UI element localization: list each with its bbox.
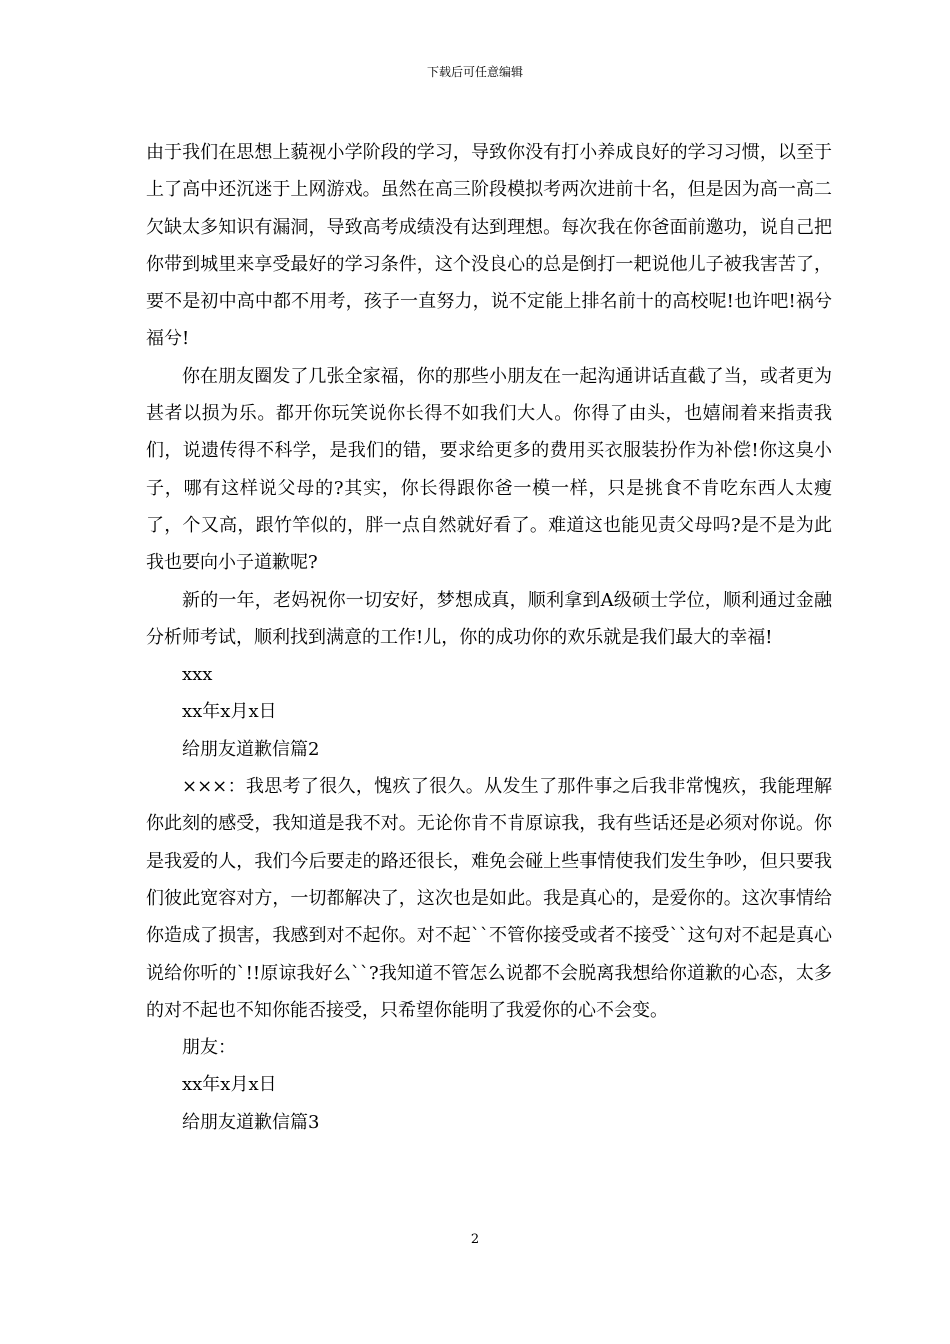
signature-name: xxx — [182, 664, 213, 686]
signature-date: xx年x月x日 — [182, 701, 277, 723]
paragraph-family-photo: 你在朋友圈发了几张全家福，你的那些小朋友在一起沟通讲话直截了当，或者更为甚者以损为乐。都开你玩笑说你长得不如我们大人。你得了由头，也嬉闹着来指责我们，说遗传得不科学，是我们的错，要求给更多的费用买衣服装扮作为补偿!你这臭小子，哪有这样说父母的?其实，你长得跟你爸一模一样，只是挑食不肯吃东西人太瘦了，个又高，跟竹竿似的，胖一点自然就好看了。难道这也能见责父母吗?是不是为此我也要向小子道歉呢? — [146, 365, 832, 574]
section-heading-letter-3: 给朋友道歉信篇3 — [182, 1111, 320, 1133]
signature-date-2: xx年x月x日 — [182, 1074, 277, 1096]
paragraph-study-habits: 由于我们在思想上藐视小学阶段的学习，导致你没有打小养成良好的学习习惯，以至于上了高中还沉迷于上网游戏。虽然在高三阶段模拟考两次进前十名，但是因为高一高二欠缺太多知识有漏洞，导致高考成绩没有达到理想。每次我在你爸面前邀功，说自己把你带到城里来享受最好的学习条件，这个没良心的总是倒打一耙说他儿子被我害苦了，要不是初中高中都不用考，孩子一直努力，说不定能上排名前十的高校呢!也许吧!祸兮福兮! — [146, 142, 832, 350]
section-heading-letter-2: 给朋友道歉信篇2 — [182, 738, 320, 760]
page-header: 下载后可任意编辑 — [426, 65, 523, 79]
paragraph-apology-letter-2: ×××：我思考了很久，愧疚了很久。从发生了那件事之后我非常愧疚，我能理解你此刻的感受，我知道是我不对。无论你肯不肯原谅我，我有些话还是必须对你说。你是我爱的人，我们今后要走的路还很长，难免会碰上些事情使我们发生争吵，但只要我们彼此宽容对方，一切都解决了，这次也是如此。我是真心的，是爱你的。这次事情给你造成了损害，我感到对不起你。对不起``不管你接受或者不接受``这句对不起是真心说给你听的`!!原谅我好么``?我知道不管怎么说都不会脱离我想给你道歉的心态，太多的对不起也不知你能否接受，只希望你能明了我爱你的心不会变。 — [146, 776, 832, 1021]
document-body — [146, 134, 832, 1141]
page-number: 2 — [470, 1232, 480, 1247]
paragraph-new-year-wishes: 新的一年，老妈祝你一切安好，梦想成真，顺利拿到A级硕士学位，顺利通过金融分析师考试，顺利找到满意的工作!儿，你的成功你的欢乐就是我们最大的幸福! — [146, 589, 832, 648]
signature-friend: 朋友： — [182, 1037, 236, 1059]
